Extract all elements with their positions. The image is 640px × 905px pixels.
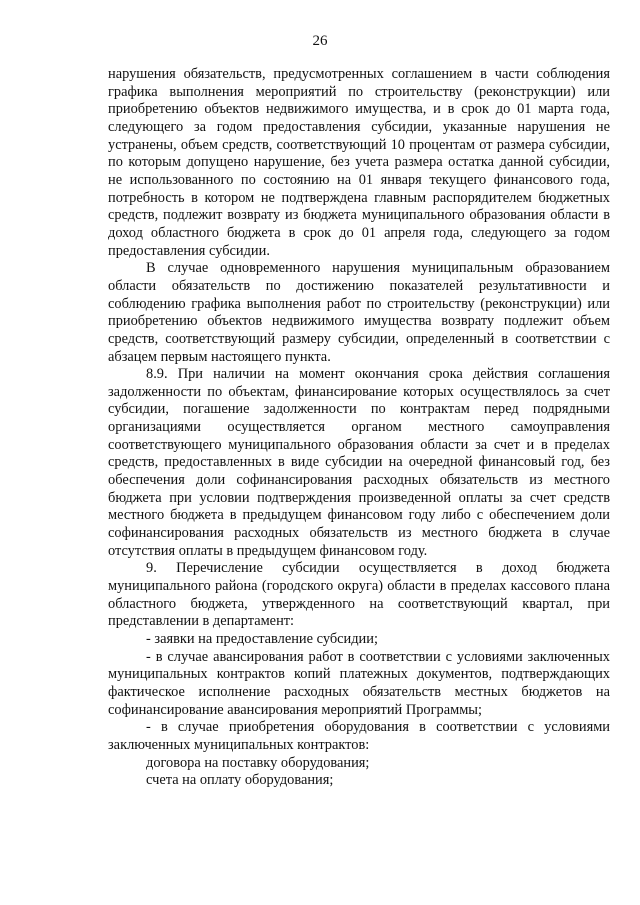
list-subitem-supply-contract: договора на поставку оборудования; (146, 754, 370, 771)
paragraph-8-9: 8.9. При наличии на момент окончания срока действия соглашения задолженности по объектам, финансирование которых осуществлялось за счет субсидии, погашение задолженности по контрактам перед подрядными организациями осуществляется органом местного самоуправления соответствующего муниципального образования области за счет и в пределах средств, предоставленных в виде субсидии на очередной финансовый год, без обеспечения доли софинансирования расходных обязательств из местного бюджета при условии подтверждения произведенной оплаты за счет средств местного бюджета в предыдущем финансовом году либо с обеспечением доли софинансирования расходных обязательств из местного бюджета в случае отсутствия оплаты в предыдущем финансовом году. (108, 366, 610, 559)
list-item-advance-payment: - в случае авансирования работ в соответствии с условиями заключенных муниципальных контрактов копий платежных документов, подтверждающих фактическое исполнение расходных обязательств местных бюджетов на софинансирование авансирования мероприятий Программы; (108, 648, 610, 718)
paragraph-simultaneous-violation: В случае одновременного нарушения муниципальным образованием области обязательств по достижению показателей результативности и соблюдению графика выполнения работ по строительству (реконструкции) или приобретению объектов недвижимого имущества возврату подлежит объем средств, соответствующий размеру субсидии, определенный в соответствии с абзацем первым настоящего пункта. (108, 260, 610, 365)
paragraph-violation-continuation: нарушения обязательств, предусмотренных соглашением в части соблюдения графика выполнения мероприятий по строительству (реконструкции) или приобретению объектов недвижимого имущества, и в срок до 01 марта года, следующего за годом предоставления субсидии, указанные нарушения не устранены, объем средств, соответствующий 10 процентам от размера субсидии, по которым допущено нарушение, без учета размера остатка данной субсидии, не использованного по состоянию на 01 января текущего финансового года, потребность в котором не подтверждена главным распорядителем бюджетных средств, подлежит возврату из бюджета муниципального образования области в доход областного бюджета в срок до 01 апреля года, следующего за годом предоставления субсидии. (108, 66, 610, 259)
list-item-application: - заявки на предоставление субсидии; (146, 631, 378, 647)
paragraph-9: 9. Перечисление субсидии осуществляется в доход бюджета муниципального района (городского округа) области в пределах кассового плана областного бюджета, утвержденного на соответствующий квартал, при представлении в департамент: (108, 560, 610, 630)
page-number: 26 (312, 33, 328, 49)
document-body (108, 66, 610, 790)
list-subitem-invoice: счета на оплату оборудования; (146, 772, 334, 789)
list-item-equipment-purchase: - в случае приобретения оборудования в соответствии с условиями заключенных муниципальных контрактов: (108, 719, 610, 753)
